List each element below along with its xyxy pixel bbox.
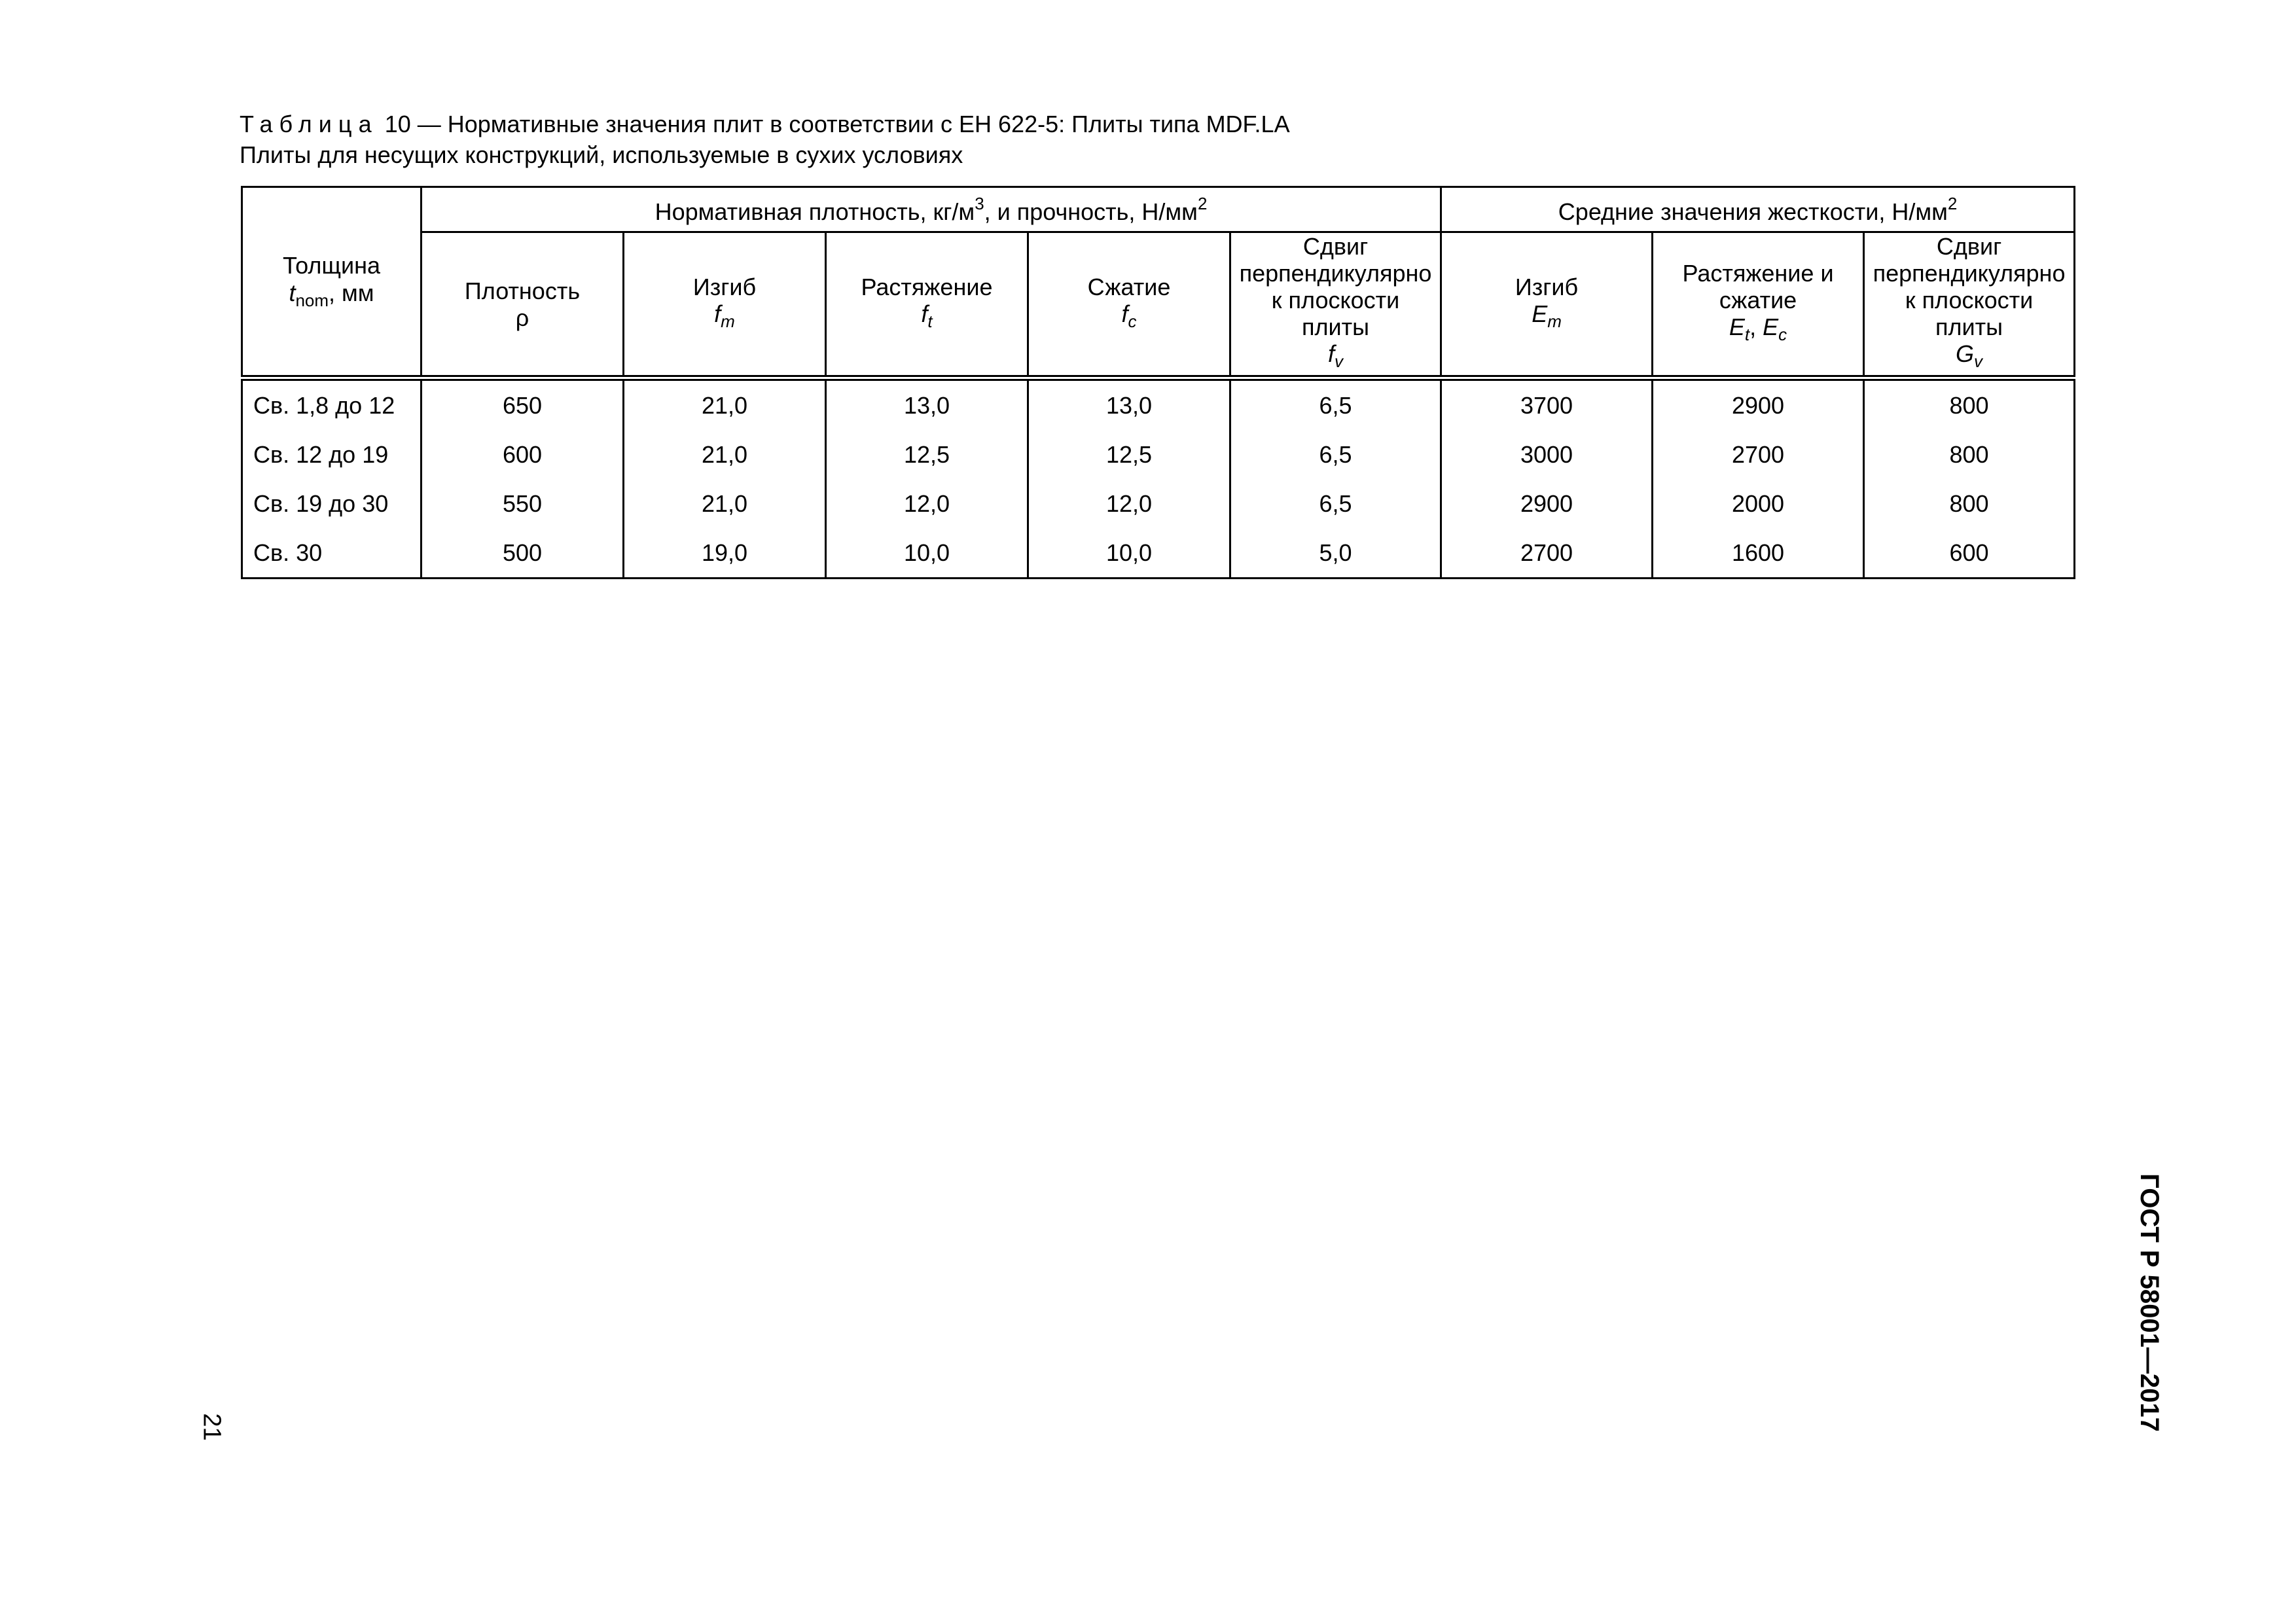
col-sub: v	[1974, 351, 1983, 371]
table-cell: 800	[1864, 378, 2075, 431]
table-cell: 800	[1864, 430, 2075, 479]
group1-text: Нормативная плотность, кг/м	[655, 198, 975, 225]
col-label: Растяжение и сжатие	[1682, 260, 1834, 313]
table-cell: 6,5	[1230, 430, 1441, 479]
table-cell: 650	[422, 378, 624, 431]
header-group-strength	[422, 187, 1441, 232]
table-cell: Св. 19 до 30	[242, 479, 422, 528]
col-symbol: f	[921, 300, 928, 327]
table-cell: 1600	[1653, 528, 1864, 579]
table-cell: 2000	[1653, 479, 1864, 528]
table-cell: 600	[422, 430, 624, 479]
table-cell: 5,0	[1230, 528, 1441, 579]
header-density	[422, 232, 624, 378]
col-sub: m	[721, 311, 735, 331]
table-cell: 12,0	[826, 479, 1028, 528]
table-cell: 12,5	[1028, 430, 1230, 479]
table-cell: 800	[1864, 479, 2075, 528]
table-cell: 19,0	[624, 528, 826, 579]
normative-values-table	[241, 186, 2075, 579]
table-cell: 2900	[1441, 479, 1653, 528]
table-cell: 12,0	[1028, 479, 1230, 528]
header-thickness-symbol: t	[289, 279, 296, 306]
table-cell: 6,5	[1230, 378, 1441, 431]
col-sub: t	[927, 311, 933, 331]
header-tension-compression-stiffness: Растяжение и сжатие $E_t$, $E_c$	[1653, 232, 1864, 378]
header-thickness	[242, 187, 422, 378]
header-thickness-label: Толщина	[282, 252, 381, 279]
col-symbol-2: E	[1763, 313, 1779, 340]
col-label: Сдвиг перпендикулярно к плоскости плиты	[1873, 233, 2066, 340]
col-symbol: E	[1532, 300, 1548, 327]
caption-line-2: Плиты для несущих конструкций, используемые в сухих условиях	[240, 141, 963, 168]
col-label: Растяжение	[861, 273, 993, 300]
group2-sup: 2	[1947, 193, 1958, 213]
table-row	[242, 528, 2075, 579]
col-sub: v	[1335, 351, 1344, 371]
table-cell: 2700	[1441, 528, 1653, 579]
table-cell: 10,0	[826, 528, 1028, 579]
table-cell: 13,0	[1028, 378, 1230, 431]
col-symbol: f	[714, 300, 721, 327]
group2-text: Средние значения жесткости, Н/мм	[1558, 198, 1948, 225]
table-cell: 3000	[1441, 430, 1653, 479]
header-thickness-unit: , мм	[329, 279, 374, 306]
table-cell: 2700	[1653, 430, 1864, 479]
group1-sup2: 2	[1197, 193, 1208, 213]
table-cell: Св. 12 до 19	[242, 430, 422, 479]
table-row	[242, 378, 2075, 431]
standard-designation	[2129, 1165, 2168, 1440]
table-row	[242, 479, 2075, 528]
col-symbol: ρ	[515, 304, 529, 331]
table-cell: Св. 30	[242, 528, 422, 579]
col-symbol: f	[1328, 340, 1335, 367]
col-symbol: E	[1729, 313, 1745, 340]
col-label: Плотность	[464, 277, 581, 304]
header-compression	[1028, 232, 1230, 378]
header-bending	[624, 232, 826, 378]
header-shear	[1230, 232, 1441, 378]
header-tension	[826, 232, 1028, 378]
table-cell: 3700	[1441, 378, 1653, 431]
header-thickness-sub: nom	[295, 291, 329, 310]
table-cell: 2900	[1653, 378, 1864, 431]
header-bending-stiffness	[1441, 232, 1653, 378]
table-caption	[240, 109, 1290, 170]
standard-designation-text: ГОСТ Р 58001—2017	[2134, 1173, 2164, 1432]
col-label: Сдвиг перпендикулярно к плоскости плиты	[1239, 233, 1432, 340]
table-cell: 600	[1864, 528, 2075, 579]
col-symbol: f	[1121, 300, 1128, 327]
table-cell: 12,5	[826, 430, 1028, 479]
table-cell: 6,5	[1230, 479, 1441, 528]
group1-sup1: 3	[975, 193, 984, 213]
caption-label: Таблица	[240, 111, 378, 137]
table-cell: 500	[422, 528, 624, 579]
table-cell: 550	[422, 479, 624, 528]
group1-mid: , и прочность, Н/мм	[984, 198, 1198, 225]
col-sub: c	[1128, 311, 1137, 331]
table-cell: 21,0	[624, 378, 826, 431]
table-cell: 21,0	[624, 479, 826, 528]
col-symbol: G	[1956, 340, 1975, 367]
header-group-stiffness	[1441, 187, 2075, 232]
table-cell: Св. 1,8 до 12	[242, 378, 422, 431]
col-label: Сжатие	[1087, 273, 1171, 300]
page-number	[195, 1404, 228, 1450]
caption-title: 10 — Нормативные значения плит в соответствии с ЕН 622-5: Плиты типа MDF.LA	[378, 111, 1290, 137]
caption-line-1	[240, 109, 1290, 139]
col-label: Изгиб	[1515, 273, 1579, 300]
col-sub-2: c	[1778, 325, 1787, 344]
col-sub: m	[1547, 311, 1562, 331]
table-row	[242, 430, 2075, 479]
col-label: Изгиб	[692, 273, 757, 300]
table-cell: 13,0	[826, 378, 1028, 431]
col-sub: t	[1744, 325, 1750, 344]
page-number-text: 21	[198, 1412, 226, 1441]
table-cell: 21,0	[624, 430, 826, 479]
header-shear-modulus	[1864, 232, 2075, 378]
table-cell: 10,0	[1028, 528, 1230, 579]
